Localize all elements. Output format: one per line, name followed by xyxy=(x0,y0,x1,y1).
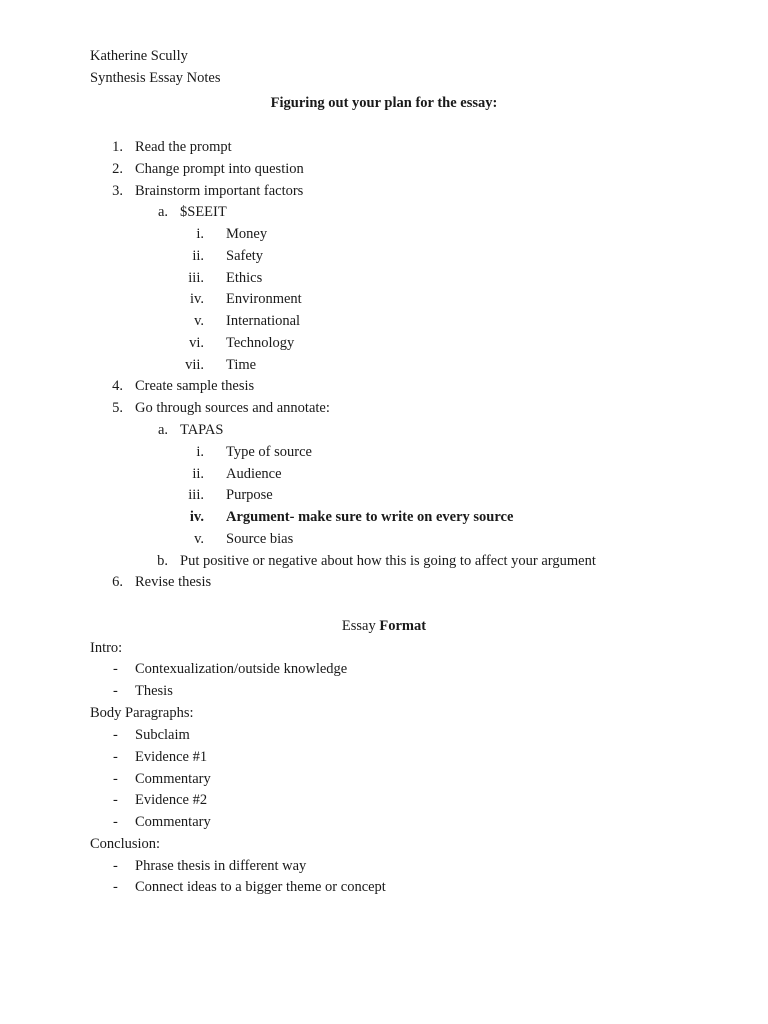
document-subtitle: Synthesis Essay Notes xyxy=(90,70,221,86)
list-item: Money xyxy=(226,226,268,242)
list-marker: ii. xyxy=(192,248,204,264)
list-item: $SEEIT xyxy=(180,204,227,220)
list-marker: 3. xyxy=(112,183,123,199)
list-marker: iii. xyxy=(188,487,204,503)
list-marker: a. xyxy=(157,204,168,220)
bullet: - xyxy=(113,792,118,808)
list-item: Purpose xyxy=(226,487,273,503)
list-item: TAPAS xyxy=(180,422,224,438)
list-item: Audience xyxy=(226,466,282,482)
list-item: Connect ideas to a bigger theme or concept xyxy=(135,879,386,895)
list-item: Revise thesis xyxy=(135,574,212,590)
bullet: - xyxy=(113,771,118,787)
list-marker: b. xyxy=(157,553,168,569)
list-marker: v. xyxy=(194,313,204,329)
conclusion-label: Conclusion: xyxy=(90,836,161,852)
bullet: - xyxy=(113,814,118,830)
list-marker: 6. xyxy=(112,574,123,590)
list-item: Thesis xyxy=(135,683,173,699)
list-marker: 5. xyxy=(112,400,123,416)
list-marker: 4. xyxy=(112,378,123,394)
body-label: Body Paragraphs: xyxy=(90,705,194,721)
list-item: Evidence #1 xyxy=(135,749,208,765)
bullet: - xyxy=(113,749,118,765)
list-item: Commentary xyxy=(135,771,211,787)
list-item: Safety xyxy=(226,248,264,264)
list-item: Create sample thesis xyxy=(135,378,255,394)
list-marker: i. xyxy=(196,226,204,242)
list-item: Ethics xyxy=(226,270,263,286)
list-marker: iii. xyxy=(188,270,204,286)
plan-heading: Figuring out your plan for the essay: xyxy=(270,95,498,111)
bullet: - xyxy=(113,858,118,874)
list-marker: 1. xyxy=(112,139,123,155)
list-item: Read the prompt xyxy=(135,139,232,155)
list-item: Brainstorm important factors xyxy=(135,183,304,199)
list-item: Time xyxy=(226,357,257,373)
bullet: - xyxy=(113,683,118,699)
list-item: Put positive or negative about how this is going to affect your argument xyxy=(180,553,596,569)
list-item: Phrase thesis in different way xyxy=(135,858,307,874)
list-marker: a. xyxy=(157,422,168,438)
list-item: Commentary xyxy=(135,814,211,830)
list-item: International xyxy=(226,313,301,329)
list-item: Subclaim xyxy=(135,727,190,743)
format-heading-plain: Essay xyxy=(341,618,376,634)
list-marker: vii. xyxy=(185,357,204,373)
format-heading xyxy=(0,616,768,636)
list-item: Source bias xyxy=(226,531,294,547)
list-item: Argument- make sure to write on every source xyxy=(226,509,514,525)
list-marker: vi. xyxy=(189,335,204,351)
format-heading-bold: Format xyxy=(379,618,427,634)
list-marker: v. xyxy=(194,531,204,547)
list-marker: ii. xyxy=(192,466,204,482)
list-item: Environment xyxy=(226,291,302,307)
list-item: Evidence #2 xyxy=(135,792,208,808)
list-marker: 2. xyxy=(112,161,123,177)
bullet: - xyxy=(113,727,118,743)
list-marker: iv. xyxy=(190,291,204,307)
bullet: - xyxy=(113,879,118,895)
list-item: Type of source xyxy=(226,444,312,460)
intro-label: Intro: xyxy=(90,640,123,656)
list-item: Contexualization/outside knowledge xyxy=(135,661,348,677)
author-name: Katherine Scully xyxy=(90,48,188,64)
list-item: Change prompt into question xyxy=(135,161,304,177)
bullet: - xyxy=(113,661,118,677)
list-marker: iv. xyxy=(189,509,204,525)
list-item: Technology xyxy=(226,335,295,351)
list-item: Go through sources and annotate: xyxy=(135,400,330,416)
list-marker: i. xyxy=(196,444,204,460)
